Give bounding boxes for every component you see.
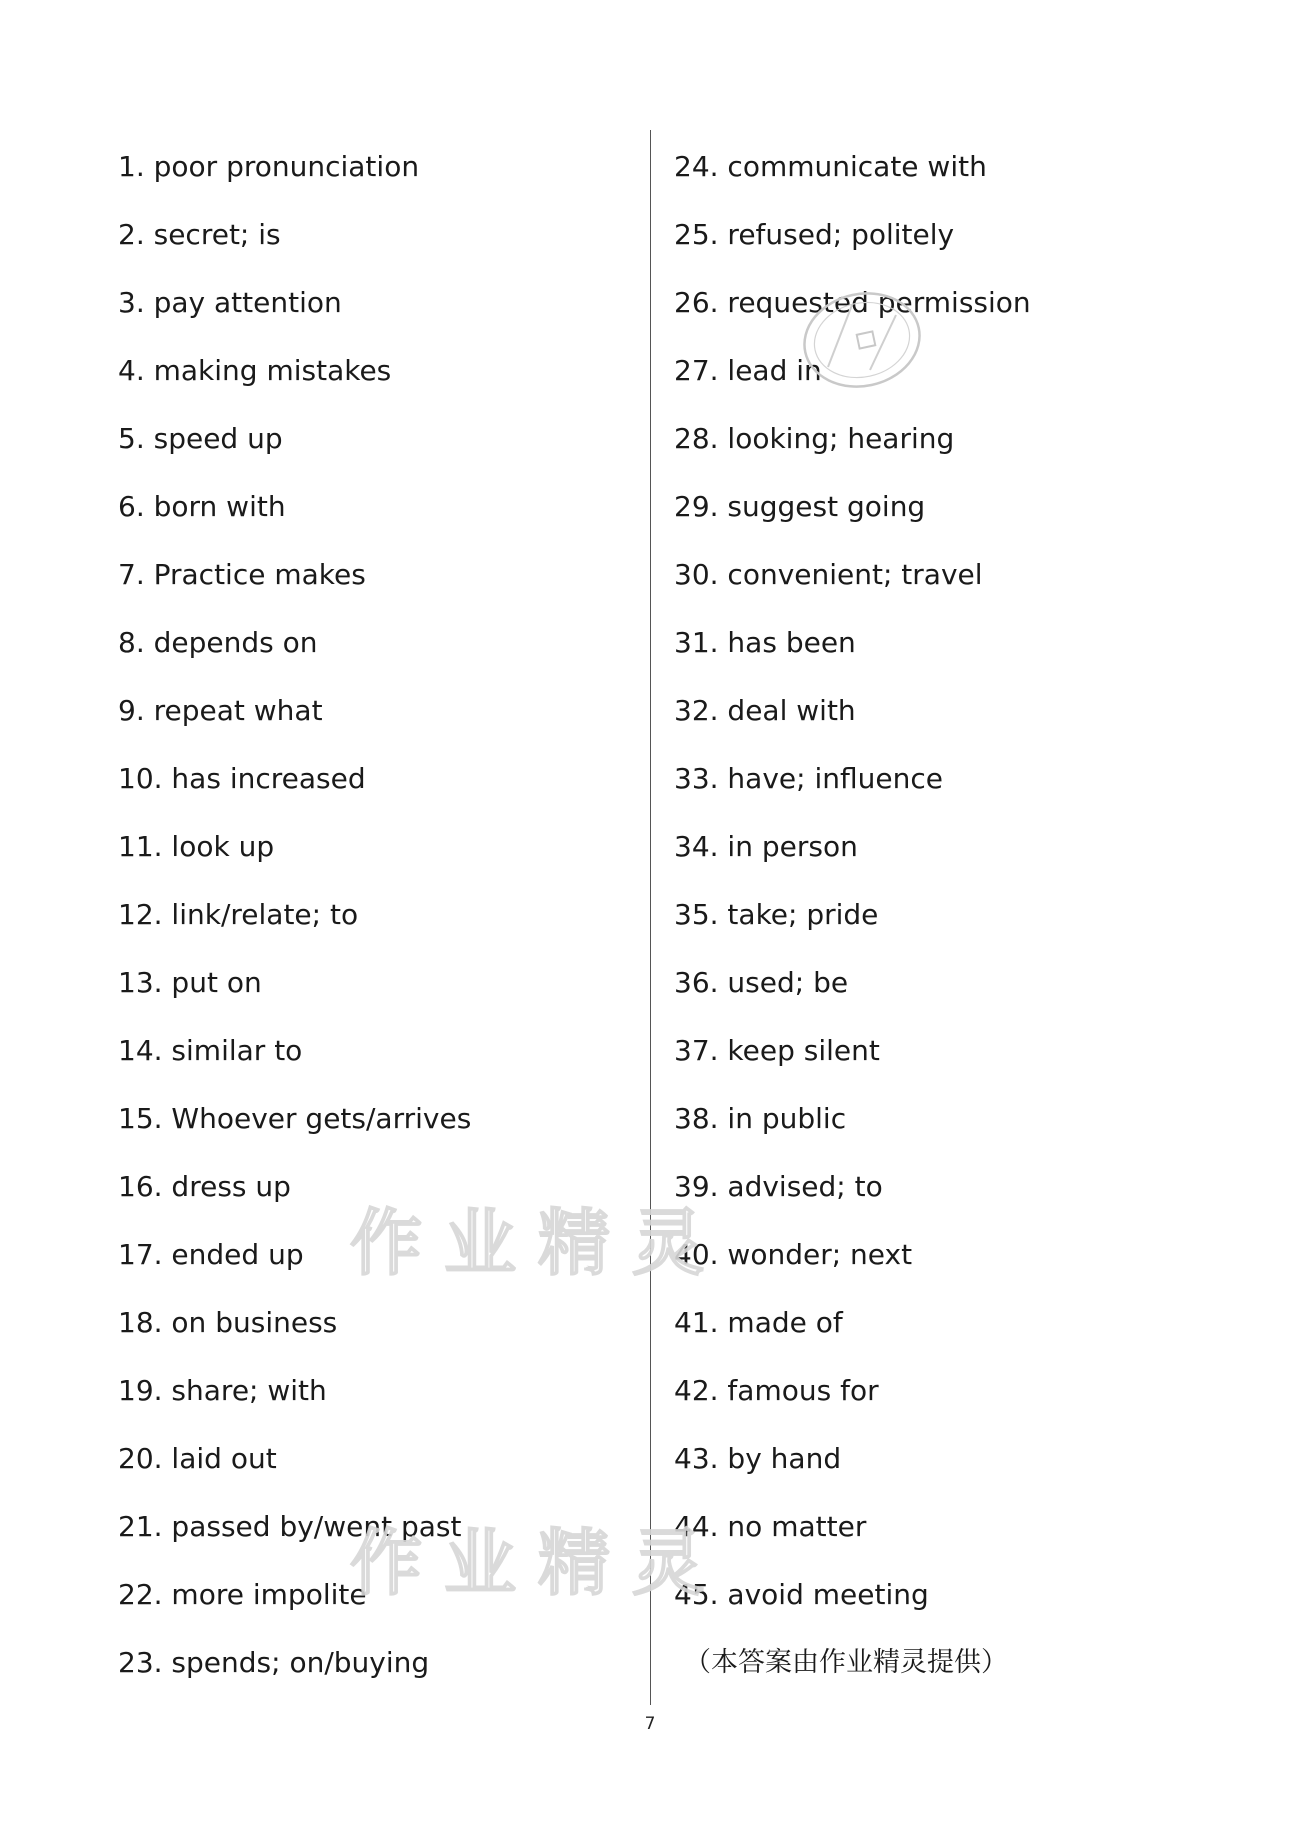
page-number: 7 xyxy=(644,1714,656,1734)
answer-item: 20. laid out xyxy=(118,1442,277,1475)
answer-item: 41. made of xyxy=(674,1306,843,1339)
answer-credit: （本答案由作业精灵提供） xyxy=(684,1647,1008,1678)
answer-item: 44. no matter xyxy=(674,1510,867,1543)
answer-item: 2. secret; is xyxy=(118,218,281,251)
answer-item: 34. in person xyxy=(674,830,858,863)
answer-item: 21. passed by/went past xyxy=(118,1510,462,1543)
answer-item: 4. making mistakes xyxy=(118,354,392,387)
answer-item: 19. share; with xyxy=(118,1374,327,1407)
answer-item: 14. similar to xyxy=(118,1034,303,1067)
column-divider xyxy=(650,130,651,1705)
answer-item: 33. have; influence xyxy=(674,762,943,795)
answer-item: 35. take; pride xyxy=(674,898,879,931)
watermark: 作业精灵 xyxy=(350,1200,727,1285)
answer-item: 31. has been xyxy=(674,626,856,659)
answer-item: 28. looking; hearing xyxy=(674,422,955,455)
answer-item: 22. more impolite xyxy=(118,1578,367,1611)
answer-item: 39. advised; to xyxy=(674,1170,883,1203)
answer-item: 16. dress up xyxy=(118,1170,291,1203)
answer-item: 12. link/relate; to xyxy=(118,898,359,931)
answer-item: 6. born with xyxy=(118,490,286,523)
answer-item: 29. suggest going xyxy=(674,490,926,523)
answer-item: 37. keep silent xyxy=(674,1034,880,1067)
answer-item: 36. used; be xyxy=(674,966,849,999)
answer-item: 9. repeat what xyxy=(118,694,323,727)
answer-item: 18. on business xyxy=(118,1306,338,1339)
answer-item: 32. deal with xyxy=(674,694,856,727)
answer-item: 3. pay attention xyxy=(118,286,342,319)
answer-item: 38. in public xyxy=(674,1102,847,1135)
watermark: 作业精灵 xyxy=(350,1520,727,1605)
answer-item: 25. refused; politely xyxy=(674,218,955,251)
answer-item: 43. by hand xyxy=(674,1442,842,1475)
answer-item: 5. speed up xyxy=(118,422,283,455)
answer-item: 8. depends on xyxy=(118,626,318,659)
answer-item: 40. wonder; next xyxy=(674,1238,913,1271)
answer-item: 23. spends; on/buying xyxy=(118,1646,430,1679)
answer-item: 1. poor pronunciation xyxy=(118,150,420,183)
answer-item: 17. ended up xyxy=(118,1238,304,1271)
answer-item: 45. avoid meeting xyxy=(674,1578,929,1611)
answer-item: 26. requested permission xyxy=(674,286,1031,319)
answer-item: 11. look up xyxy=(118,830,275,863)
answer-item: 10. has increased xyxy=(118,762,366,795)
seal-stamp xyxy=(800,285,930,395)
answer-item: 42. famous for xyxy=(674,1374,879,1407)
answer-item: 24. communicate with xyxy=(674,150,987,183)
answer-item: 13. put on xyxy=(118,966,262,999)
answer-item: 7. Practice makes xyxy=(118,558,366,591)
answer-item: 30. convenient; travel xyxy=(674,558,983,591)
answer-item: 15. Whoever gets/arrives xyxy=(118,1102,472,1135)
answer-item: 27. lead in xyxy=(674,354,822,387)
